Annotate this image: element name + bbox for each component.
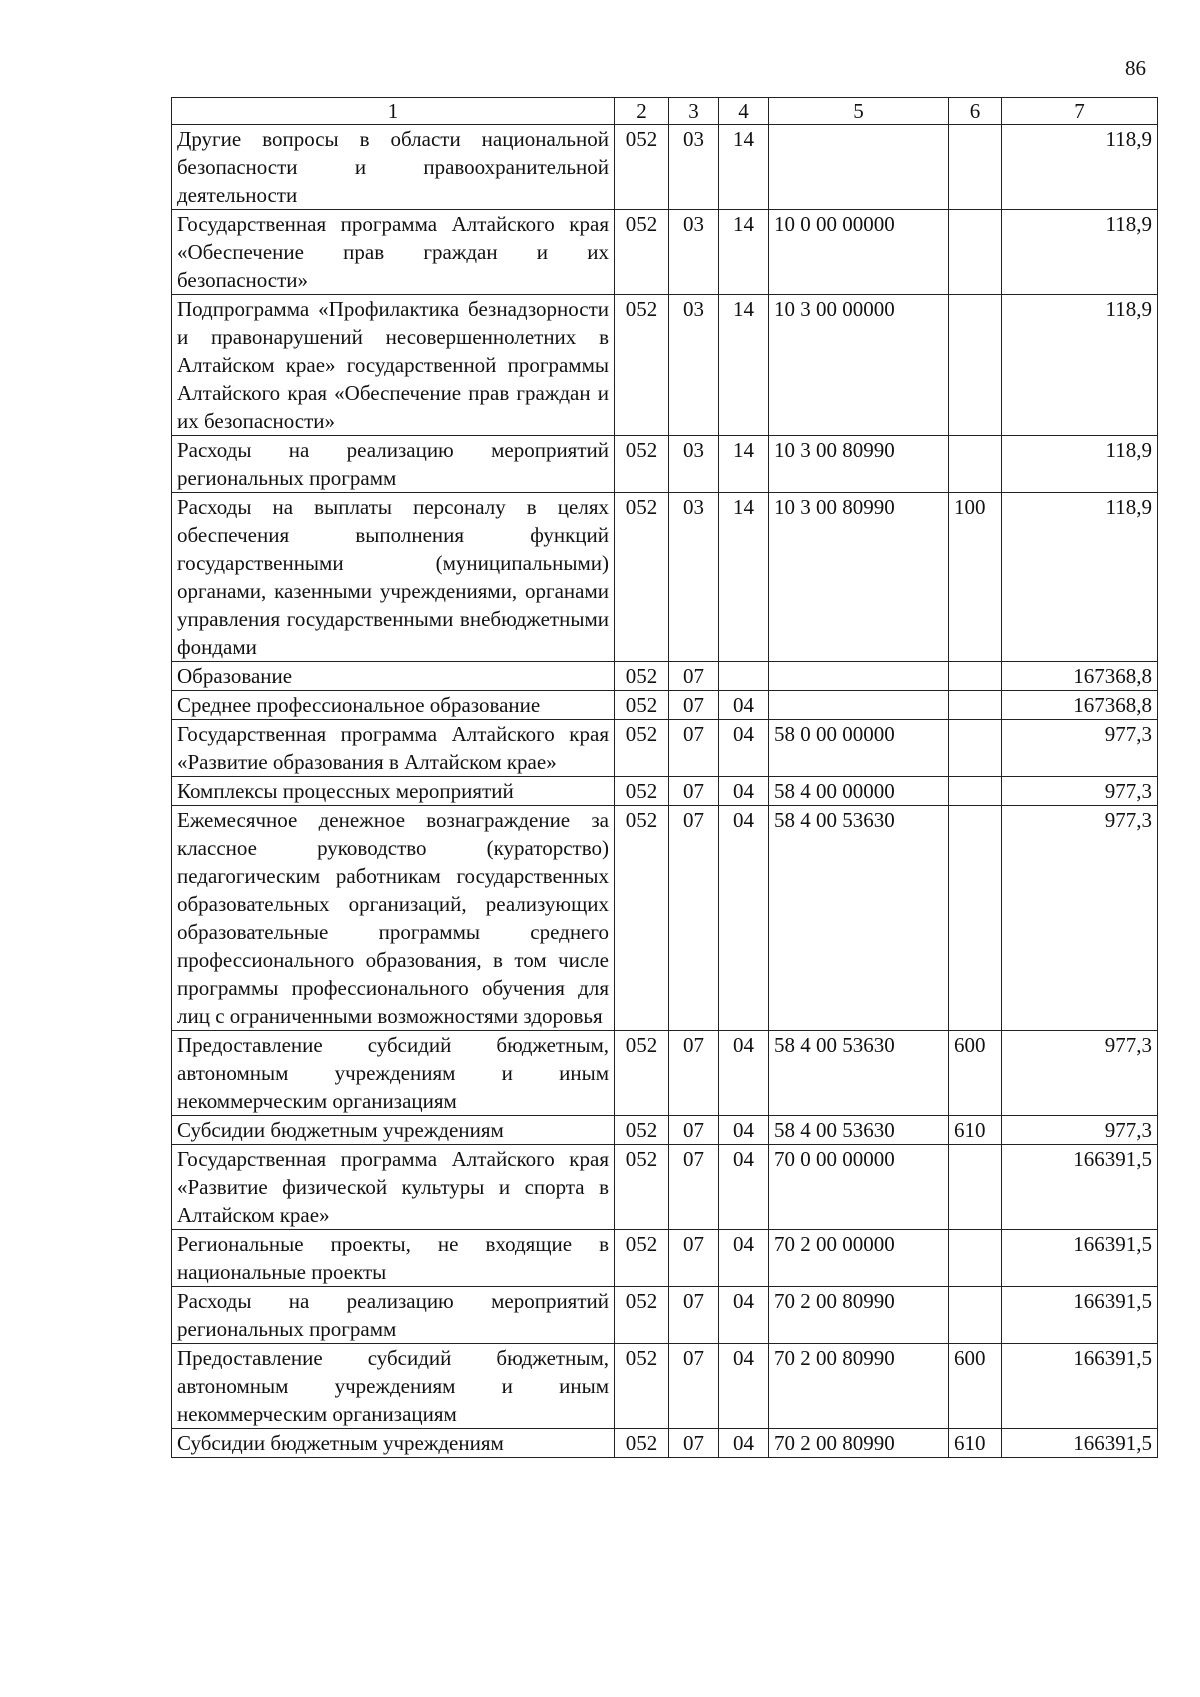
row-expense-type-cell: 100: [949, 493, 1002, 662]
table-row: [172, 806, 1158, 1031]
row-name-cell: Среднее профессиональное образование: [172, 691, 615, 720]
row-subsection-cell: 04: [719, 691, 769, 720]
row-target-article-cell: [769, 662, 949, 691]
row-subsection-cell: 04: [719, 720, 769, 777]
row-target-article-cell: 70 2 00 80990: [769, 1287, 949, 1344]
row-code-cell: 052: [615, 777, 669, 806]
column-header-3: 3: [669, 98, 719, 125]
row-expense-type-cell: [949, 777, 1002, 806]
row-target-article-cell: 70 2 00 80990: [769, 1429, 949, 1458]
column-header-6: 6: [949, 98, 1002, 125]
table-row: [172, 125, 1158, 210]
row-code-cell: 052: [615, 493, 669, 662]
row-amount-cell: 166391,5: [1002, 1429, 1158, 1458]
row-code-cell: 052: [615, 720, 669, 777]
row-section-cell: 03: [669, 493, 719, 662]
row-amount-cell: 166391,5: [1002, 1287, 1158, 1344]
row-target-article-cell: 10 3 00 80990: [769, 436, 949, 493]
row-code-cell: 052: [615, 662, 669, 691]
row-name-cell: Расходы на реализацию мероприятий региональных программ: [172, 436, 615, 493]
table-row: [172, 1031, 1158, 1116]
row-subsection-cell: 04: [719, 1230, 769, 1287]
row-amount-cell: 118,9: [1002, 210, 1158, 295]
column-header-1: 1: [172, 98, 615, 125]
row-section-cell: 03: [669, 125, 719, 210]
column-header-2: 2: [615, 98, 669, 125]
row-name-cell: Государственная программа Алтайского края «Развитие образования в Алтайском крае»: [172, 720, 615, 777]
row-code-cell: 052: [615, 295, 669, 436]
row-name-cell: Другие вопросы в области национальной безопасности и правоохранительной деятельности: [172, 125, 615, 210]
row-subsection-cell: 14: [719, 436, 769, 493]
row-section-cell: 07: [669, 806, 719, 1031]
table-row: [172, 1116, 1158, 1145]
row-section-cell: 07: [669, 1230, 719, 1287]
table-row: [172, 210, 1158, 295]
row-amount-cell: 166391,5: [1002, 1230, 1158, 1287]
table-row: [172, 691, 1158, 720]
table-row: [172, 720, 1158, 777]
row-expense-type-cell: [949, 720, 1002, 777]
row-name-cell: Образование: [172, 662, 615, 691]
row-section-cell: 07: [669, 777, 719, 806]
row-expense-type-cell: [949, 125, 1002, 210]
table-row: [172, 1230, 1158, 1287]
table-row: [172, 1429, 1158, 1458]
row-subsection-cell: 04: [719, 1116, 769, 1145]
row-subsection-cell: 04: [719, 1031, 769, 1116]
row-section-cell: 03: [669, 210, 719, 295]
row-amount-cell: 977,3: [1002, 1031, 1158, 1116]
row-name-cell: Государственная программа Алтайского края «Развитие физической культуры и спорта в Алтайском крае»: [172, 1145, 615, 1230]
row-subsection-cell: [719, 662, 769, 691]
row-code-cell: 052: [615, 806, 669, 1031]
row-expense-type-cell: [949, 1287, 1002, 1344]
row-target-article-cell: [769, 125, 949, 210]
row-target-article-cell: 58 4 00 00000: [769, 777, 949, 806]
row-target-article-cell: 10 3 00 00000: [769, 295, 949, 436]
row-expense-type-cell: 600: [949, 1344, 1002, 1429]
table-row: [172, 436, 1158, 493]
table-row: [172, 1145, 1158, 1230]
row-code-cell: 052: [615, 1344, 669, 1429]
row-amount-cell: 166391,5: [1002, 1145, 1158, 1230]
row-name-cell: Подпрограмма «Профилактика безнадзорности и правонарушений несовершеннолетних в Алтайском крае» государственной программы Алтайского края «Обеспечение прав граждан и их безопасности»: [172, 295, 615, 436]
table-row: [172, 1344, 1158, 1429]
column-header-7: 7: [1002, 98, 1158, 125]
row-code-cell: 052: [615, 1429, 669, 1458]
row-subsection-cell: 04: [719, 806, 769, 1031]
row-expense-type-cell: [949, 210, 1002, 295]
row-code-cell: 052: [615, 1287, 669, 1344]
row-section-cell: 07: [669, 691, 719, 720]
row-name-cell: Комплексы процессных мероприятий: [172, 777, 615, 806]
row-amount-cell: 118,9: [1002, 493, 1158, 662]
row-section-cell: 03: [669, 436, 719, 493]
row-section-cell: 07: [669, 1145, 719, 1230]
row-section-cell: 07: [669, 662, 719, 691]
row-target-article-cell: 70 0 00 00000: [769, 1145, 949, 1230]
row-section-cell: 07: [669, 1429, 719, 1458]
row-name-cell: Региональные проекты, не входящие в национальные проекты: [172, 1230, 615, 1287]
row-section-cell: 07: [669, 1287, 719, 1344]
table-row: [172, 777, 1158, 806]
row-code-cell: 052: [615, 1145, 669, 1230]
row-subsection-cell: 14: [719, 125, 769, 210]
row-subsection-cell: 14: [719, 295, 769, 436]
row-amount-cell: 118,9: [1002, 436, 1158, 493]
row-subsection-cell: 04: [719, 1344, 769, 1429]
row-target-article-cell: 10 3 00 80990: [769, 493, 949, 662]
row-amount-cell: 977,3: [1002, 777, 1158, 806]
row-section-cell: 07: [669, 1116, 719, 1145]
row-target-article-cell: 10 0 00 00000: [769, 210, 949, 295]
row-expense-type-cell: [949, 1145, 1002, 1230]
row-target-article-cell: 58 4 00 53630: [769, 806, 949, 1031]
row-amount-cell: 118,9: [1002, 295, 1158, 436]
row-subsection-cell: 04: [719, 777, 769, 806]
row-amount-cell: 167368,8: [1002, 691, 1158, 720]
row-subsection-cell: 04: [719, 1145, 769, 1230]
row-subsection-cell: 14: [719, 210, 769, 295]
row-target-article-cell: [769, 691, 949, 720]
column-header-4: 4: [719, 98, 769, 125]
row-expense-type-cell: [949, 295, 1002, 436]
row-code-cell: 052: [615, 210, 669, 295]
table-row: [172, 493, 1158, 662]
row-name-cell: Предоставление субсидий бюджетным, автономным учреждениям и иным некоммерческим организациям: [172, 1344, 615, 1429]
row-name-cell: Субсидии бюджетным учреждениям: [172, 1429, 615, 1458]
row-amount-cell: 977,3: [1002, 1116, 1158, 1145]
row-code-cell: 052: [615, 1230, 669, 1287]
row-code-cell: 052: [615, 436, 669, 493]
column-header-5: 5: [769, 98, 949, 125]
row-target-article-cell: 58 0 00 00000: [769, 720, 949, 777]
table-row: [172, 1287, 1158, 1344]
row-expense-type-cell: 600: [949, 1031, 1002, 1116]
row-amount-cell: 977,3: [1002, 720, 1158, 777]
table-row: [172, 295, 1158, 436]
row-target-article-cell: 70 2 00 80990: [769, 1344, 949, 1429]
row-section-cell: 07: [669, 1031, 719, 1116]
row-name-cell: Государственная программа Алтайского края «Обеспечение прав граждан и их безопасности»: [172, 210, 615, 295]
row-name-cell: Ежемесячное денежное вознаграждение за классное руководство (кураторство) педагогическим работникам государственных образовательных организаций, реализующих образовательные программы среднего профессионального образования, в том числе программы профессионального обучения для лиц с ограниченными возможностями здоровья: [172, 806, 615, 1031]
row-expense-type-cell: [949, 436, 1002, 493]
row-subsection-cell: 04: [719, 1429, 769, 1458]
row-target-article-cell: 58 4 00 53630: [769, 1116, 949, 1145]
row-subsection-cell: 14: [719, 493, 769, 662]
budget-table: [171, 97, 1158, 1458]
row-expense-type-cell: [949, 1230, 1002, 1287]
row-section-cell: 07: [669, 1344, 719, 1429]
row-amount-cell: 118,9: [1002, 125, 1158, 210]
row-expense-type-cell: 610: [949, 1116, 1002, 1145]
row-code-cell: 052: [615, 1031, 669, 1116]
row-section-cell: 03: [669, 295, 719, 436]
row-expense-type-cell: [949, 806, 1002, 1031]
row-name-cell: Расходы на выплаты персоналу в целях обеспечения выполнения функций государственными (муниципальными) органами, казенными учреждениями, органами управления государственными внебюджетными фондами: [172, 493, 615, 662]
row-amount-cell: 167368,8: [1002, 662, 1158, 691]
page-number: 86: [1125, 56, 1146, 80]
row-code-cell: 052: [615, 125, 669, 210]
row-subsection-cell: 04: [719, 1287, 769, 1344]
row-expense-type-cell: [949, 691, 1002, 720]
row-name-cell: Субсидии бюджетным учреждениям: [172, 1116, 615, 1145]
row-name-cell: Расходы на реализацию мероприятий региональных программ: [172, 1287, 615, 1344]
table-row: [172, 662, 1158, 691]
header-row: [172, 98, 1158, 125]
table-body: [172, 125, 1158, 1458]
row-code-cell: 052: [615, 1116, 669, 1145]
row-expense-type-cell: [949, 662, 1002, 691]
row-target-article-cell: 58 4 00 53630: [769, 1031, 949, 1116]
row-code-cell: 052: [615, 691, 669, 720]
row-name-cell: Предоставление субсидий бюджетным, автономным учреждениям и иным некоммерческим организациям: [172, 1031, 615, 1116]
row-section-cell: 07: [669, 720, 719, 777]
row-amount-cell: 977,3: [1002, 806, 1158, 1031]
row-expense-type-cell: 610: [949, 1429, 1002, 1458]
row-target-article-cell: 70 2 00 00000: [769, 1230, 949, 1287]
row-amount-cell: 166391,5: [1002, 1344, 1158, 1429]
